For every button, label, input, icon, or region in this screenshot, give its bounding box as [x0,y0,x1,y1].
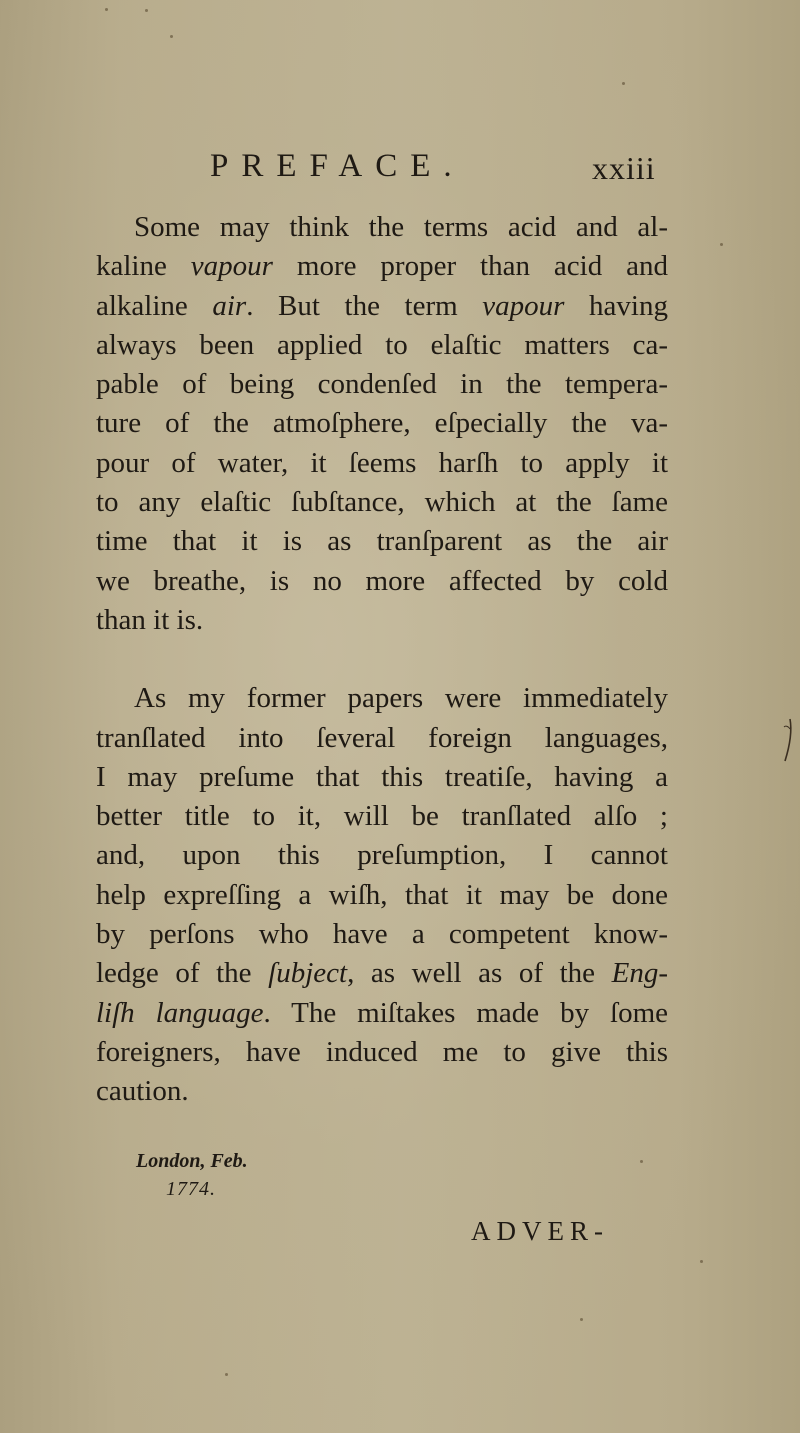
text-line: than it is. [96,603,204,636]
text-line: alkaline air. But the term vapour having [96,289,668,322]
paper-speck [580,1318,583,1321]
text-line: always been applied to elaſtic matters ca- [96,328,668,361]
paper-speck [700,1260,703,1263]
paper-speck [105,8,108,11]
paragraph-1 [96,208,668,640]
text-line: pour of water, it ſeems harſh to apply it [96,446,668,479]
text-line: time that it is as tranſparent as the air [96,525,668,558]
italic-term: vapour [482,289,565,322]
paragraph-2 [96,679,668,1111]
text-line: foreigners, have induced me to give this [96,1035,668,1068]
text-line: kaline vapour more proper than acid and [96,250,669,283]
italic-term: air [212,289,247,322]
italic-term: ſubject [268,957,348,990]
text-line: better title to it, will be tranſlated alſo ; [96,800,668,833]
paper-speck [622,82,625,85]
text-line: and, upon this preſumption, I cannot [96,839,668,872]
text-line: liſh language. The miſtakes made by ſome [96,996,668,1029]
margin-ink-mark-icon [782,715,794,765]
paper-speck [640,1160,643,1163]
text-line: pable of being condenſed in the tempera- [96,368,668,401]
text-line: we breathe, is no more affected by cold [96,564,668,597]
text-line: I may preſume that this treatiſe, having a [96,760,668,793]
text-line: Some may think the terms acid and al- [134,211,668,243]
text-line: caution. [96,1075,189,1108]
paper-speck [225,1373,228,1376]
text-line: ture of the atmoſphere, eſpecially the va- [96,407,668,440]
text-line: to any elaſtic ſubſtance, which at the ſame [96,486,668,519]
signoff-year: 1774. [166,1178,216,1200]
text-line: ledge of the ſubject, as well as of the Eng- [96,957,668,990]
running-head: PREFACE. [210,148,465,184]
text-line: tranſlated into ſeveral foreign languages, [96,721,668,754]
italic-term: liſh language [96,996,264,1029]
text-line: help expreſſing a wiſh, that it may be done [96,878,668,911]
paper-speck [720,243,723,246]
text-line: by perſons who have a competent know- [96,918,668,951]
italic-term: vapour [190,250,273,283]
signoff-place-date: London, Feb. [136,1150,248,1172]
paper-speck [145,9,148,12]
paper-speck [170,35,173,38]
text-line: As my former papers were immediately [134,682,668,715]
body-text [96,208,668,1112]
catchword: ADVER- [471,1216,609,1246]
page-number: xxiii [592,150,656,186]
italic-term: Eng- [611,957,668,990]
